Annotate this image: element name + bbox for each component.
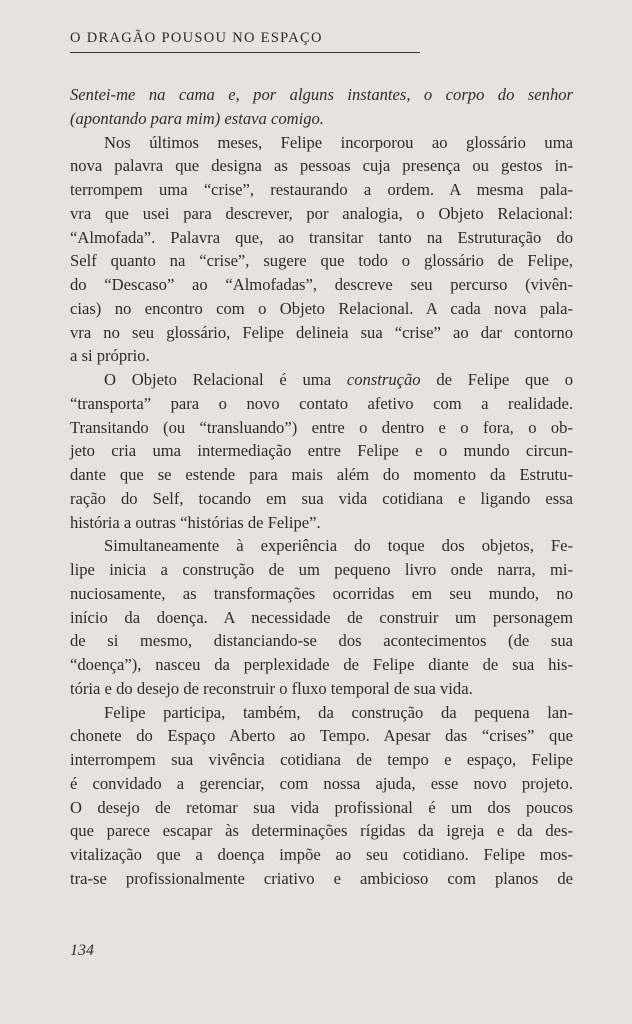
- body-text: [70, 83, 573, 891]
- text-segment: dante que se estende para mais além do momento da Estrutu-: [70, 465, 573, 484]
- italic-text: Sentei-me na cama e, por alguns instantes, o corpo do senhor: [70, 85, 573, 104]
- text-segment: O desejo de retomar sua vida profissional é um dos poucos: [70, 797, 573, 817]
- running-head: O DRAGÃO POUSOU NO ESPAÇO: [70, 30, 323, 46]
- text-line: [70, 83, 573, 107]
- text-segment: O Objeto Relacional é uma: [104, 370, 347, 389]
- text-segment: Felipe participa, também, da construção da pequena lan-: [104, 702, 573, 722]
- text-segment: lipe inicia a construção de um pequeno livro onde narra, mi-: [70, 560, 573, 579]
- text-line: [70, 606, 573, 630]
- italic-text: (apontando para mim) estava comigo.: [70, 108, 324, 128]
- text-segment: nova palavra que designa as pessoas cuja presença ou gestos in-: [70, 156, 573, 176]
- text-line: [70, 249, 573, 273]
- text-segment: início da doença. A necessidade de construir um personagem: [70, 607, 573, 627]
- text-segment: chonete do Espaço Aberto ao Tempo. Apesar das “crises” que: [70, 726, 573, 746]
- text-segment: Transitando (ou “transluando”) entre o dentro e o fora, o ob-: [70, 417, 573, 437]
- text-line: [70, 819, 573, 843]
- text-line: [70, 653, 573, 677]
- text-segment: cias) no encontro com o Objeto Relacional. A cada nova pala-: [70, 298, 573, 318]
- text-line: [70, 487, 573, 511]
- text-segment: vra que usei para descrever, por analogia, o Objeto Relacional:: [70, 203, 573, 223]
- text-line: [70, 724, 573, 748]
- text-segment: de si mesmo, distanciando-se dos acontecimentos (de sua: [70, 631, 573, 651]
- text-line: [70, 416, 573, 440]
- text-line: [70, 273, 573, 297]
- text-line: [70, 558, 573, 582]
- text-segment: vra no seu glossário, Felipe delineia sua “crise” ao dar contorno: [70, 322, 573, 342]
- text-line: [70, 321, 573, 345]
- text-segment: tória e do desejo de reconstruir o fluxo temporal de sua vida.: [70, 678, 473, 698]
- text-line: [70, 843, 573, 867]
- text-line: [70, 297, 573, 321]
- text-line: [70, 511, 573, 535]
- text-line: [70, 107, 573, 131]
- header-rule: [70, 52, 420, 53]
- text-line: [70, 392, 573, 416]
- text-segment: “Almofada”. Palavra que, ao transitar tanto na Estruturação do: [70, 227, 573, 247]
- text-line: [70, 178, 573, 202]
- text-segment: Self quanto na “crise”, sugere que todo o glossário de Felipe,: [70, 251, 573, 271]
- text-segment: é convidado a gerenciar, com nossa ajuda, esse novo projeto.: [70, 773, 573, 793]
- text-line: [70, 867, 573, 891]
- text-line: [70, 701, 573, 725]
- text-line: [70, 748, 573, 772]
- text-segment: tra-se profissionalmente criativo e ambicioso com planos de: [70, 868, 573, 888]
- text-segment: a si próprio.: [70, 346, 150, 366]
- text-segment: ração do Self, tocando em sua vida cotidiana e ligando essa: [70, 488, 573, 508]
- text-line: [70, 534, 573, 558]
- italic-text: construção: [346, 370, 421, 389]
- text-line: [70, 463, 573, 487]
- text-segment: do “Descaso” ao “Almofadas”, descreve seu percurso (vivên-: [70, 275, 573, 294]
- text-segment: que parece escapar às determinações rígidas da igreja e da des-: [70, 821, 573, 841]
- text-segment: Nos últimos meses, Felipe incorporou ao glossário uma: [104, 132, 573, 152]
- text-line: [70, 202, 573, 226]
- text-segment: de Felipe que o: [420, 370, 573, 389]
- text-line: [70, 131, 573, 155]
- text-line: [70, 629, 573, 653]
- text-line: [70, 582, 573, 606]
- text-line: [70, 772, 573, 796]
- text-segment: jeto cria uma intermediação entre Felipe e o mundo circun-: [70, 441, 573, 461]
- text-line: [70, 796, 573, 820]
- text-segment: interrompem sua vivência cotidiana de tempo e espaço, Felipe: [70, 750, 573, 769]
- text-segment: história a outras “histórias de Felipe”.: [70, 512, 321, 532]
- text-segment: “transporta” para o novo contato afetivo com a realidade.: [70, 393, 573, 413]
- text-line: [70, 154, 573, 178]
- page-number: 134: [70, 942, 94, 959]
- text-segment: nuciosamente, as transformações ocorridas em seu mundo, no: [70, 583, 573, 603]
- text-segment: terrompem uma “crise”, restaurando a ordem. A mesma pala-: [70, 180, 573, 199]
- text-line: [70, 368, 573, 392]
- text-line: [70, 226, 573, 250]
- text-segment: Simultaneamente à experiência do toque dos objetos, Fe-: [104, 536, 573, 556]
- text-segment: vitalização que a doença impõe ao seu cotidiano. Felipe mos-: [70, 845, 573, 864]
- text-line: [70, 344, 573, 368]
- text-line: [70, 439, 573, 463]
- text-line: [70, 677, 573, 701]
- text-segment: “doença”), nasceu da perplexidade de Felipe diante de sua his-: [70, 655, 573, 674]
